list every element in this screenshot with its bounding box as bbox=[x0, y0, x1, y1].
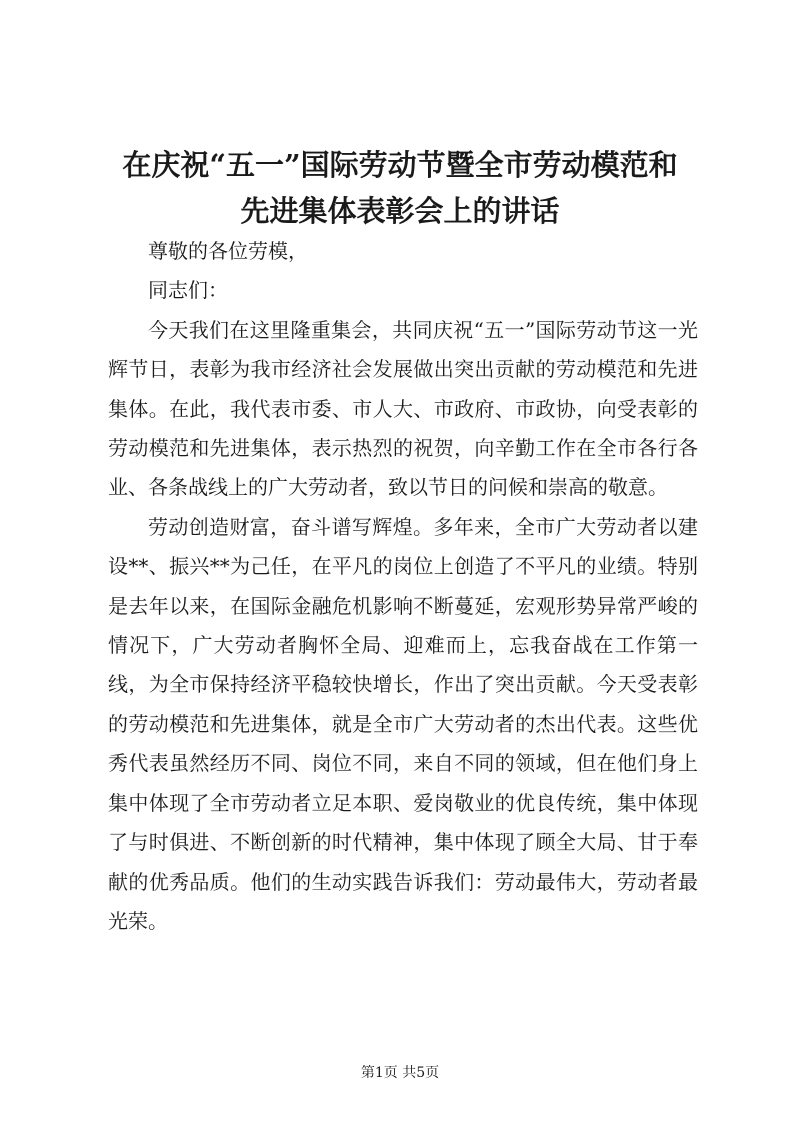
title-line-1: 在庆祝“五一”国际劳动节暨全市劳动模范和 bbox=[122, 148, 678, 182]
title-line-2: 先进集体表彰会上的讲话 bbox=[240, 194, 560, 228]
salutation-line-1: 尊敬的各位劳模， bbox=[148, 239, 308, 263]
body-paragraph-2: 劳动创造财富，奋斗谱写辉煌。多年来，全市广大劳动者以建设**、振兴**为己任，在平凡的岗位上创造了不平凡的业绩。特别是去年以来，在国际金融危机影响不断蔓延，宏观形势异常严峻的情况下，广大劳动者胸怀全局、迎难而上，忘我奋战在工作第一线，为全市保持经济平稳较快增长，作出了突出贡献。今天受表彰的劳动模范和先进集体，就是全市广大劳动者的杰出代表。这些优秀代表虽然经历不同、岗位不同，来自不同的领域，但在他们身上集中体现了全市劳动者立足本职、爱岗敬业的优良传统，集中体现了与时俱进、不断创新的时代精神，集中体现了顾全大局、甘于奉献的优秀品质。他们的生动实践告诉我们：劳动最伟大，劳动者最光荣。 bbox=[108, 514, 698, 933]
document-body bbox=[108, 232, 698, 941]
document-title bbox=[100, 142, 700, 234]
salutation-line-2: 同志们： bbox=[148, 278, 228, 303]
body-paragraph-1: 今天我们在这里隆重集会，共同庆祝“五一”国际劳动节这一光辉节日，表彰为我市经济社会发展做出突出贡献的劳动模范和先进集体。在此，我代表市委、市人大、市政府、市政协，向受表彰的劳动模范和先进集体，表示热烈的祝贺，向辛勤工作在全市各行各业、各条战线上的广大劳动者，致以节日的问候和崇高的敬意。 bbox=[108, 317, 698, 500]
page-footer: 第1页 共5页 bbox=[360, 1065, 440, 1081]
